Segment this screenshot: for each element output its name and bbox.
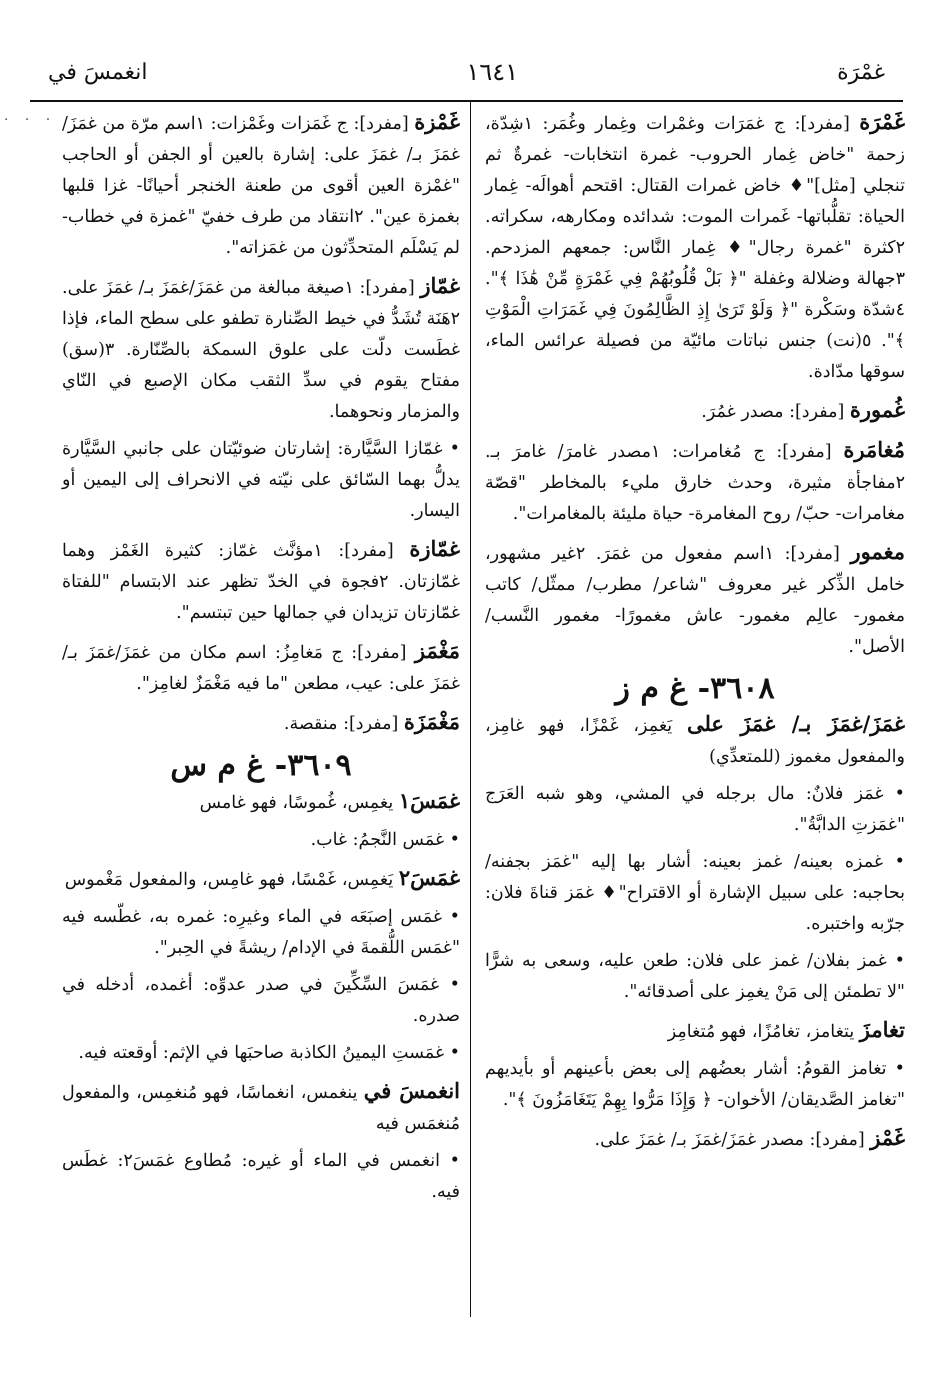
dictionary-entry	[485, 946, 905, 1008]
entry-headword: مغمور	[850, 539, 905, 564]
entry-definition: ينغمس، انغماسًا، فهو مُنغمِس، والمفعول مُنغمَس فيه	[62, 1083, 460, 1134]
dictionary-entry	[62, 785, 460, 819]
dictionary-entry	[62, 902, 460, 964]
right-column	[485, 106, 905, 1162]
entry-definition: [مفرد]: ج مُغامرات: ١مصدر غامرَ/ غامرَ بـ. ٢مفاجأة مثيرة، وحدث خارق مليء بالمخاطر "قصّة مغامرات- حبّ/ روح المغامرة- حياة مليئة بالمغامرات".	[485, 442, 905, 524]
dictionary-entry	[485, 779, 905, 841]
entry-definition: • غمَس النَّجمُ: غاب.	[310, 830, 460, 850]
root-section-heading: ٣٦٠٨- غ م ز	[615, 671, 775, 706]
entry-definition: • انغمس في الماء أو غيره: مُطاوع غمَسَ٢: غطَس فيه.	[62, 1151, 460, 1202]
dictionary-entry	[62, 825, 460, 856]
entry-headword: تغامزَ	[859, 1017, 905, 1042]
entry-definition: [مفرد]: منقصة.	[283, 714, 399, 734]
dictionary-entry	[62, 106, 460, 264]
entry-definition: • غمزه بعينه/ غمز بعينه: أشار بها إليه "غمَز بجفنه/ بحاجبه: على سبيل الإشارة أو الاقتراح"♦ غمَز قناةَ فلان: جرّبه واختبره.	[485, 852, 905, 934]
column-separator	[470, 102, 471, 1317]
dictionary-entry	[62, 270, 460, 428]
dictionary-entry	[485, 708, 905, 773]
running-head-last-word: انغمسَ في	[48, 59, 148, 85]
dictionary-entry	[62, 1038, 460, 1069]
dictionary-entry	[485, 536, 905, 663]
entry-definition: • غمَسَ السِّكِّينَ في صدر عدوِّه: أغمده، أدخله في صدره.	[62, 975, 460, 1026]
left-column	[62, 106, 460, 1214]
dictionary-entry	[62, 1146, 460, 1208]
dictionary-entry	[485, 1014, 905, 1048]
entry-definition: • غمّازا السَّيَّارة: إشارتان ضوئيّتان على جانبي السَّيَّارة يدلُّ بهما السّائق على نيّته في الانحراف إلى اليمين أو اليسار.	[62, 439, 460, 521]
header-rule	[30, 100, 903, 102]
entry-headword: مَغْمَز	[414, 638, 460, 663]
entry-headword: غمَزَ/غمَزَ بـ/ غمَزَ على	[686, 711, 905, 736]
running-head-first-word: غمْرَة	[837, 59, 885, 85]
entry-definition: [مفرد]: ج غمَرَات وغمْرات وغِمار وغُمَر: ١شِدّة، زحمة "خاض غِمار الحروب- غمرة انتخابات- غمرةٌ ثم تنجلي [مثل]"♦ خاض غمرات القتال: اقتحم أهوالَه- غِمار الحياة: تقلُّباتها- غَمرات الموت: شدائده ومكارهه، سكراته. ٢كثرة "غمرة رجال"♦ غِمار النَّاس: جمعهم المزدحم. ٣جهالة وضلالة وغفلة "﴿ بَلْ قُلُوبُهُمْ فِي غَمْرَةٍ مِّنْ هَٰذَا ﴾". ٤شدّة وسَكْرة "﴿ وَلَوْ تَرَىٰ إِذِ الظَّالِمُونَ فِي غَمَرَاتِ الْمَوْتِ ﴾". ٥(نت) جنس نباتات مائيّة من فصيلة عرائس الماء، سوقها مدّادة.	[485, 114, 906, 382]
entry-headword: غمَسَ٢	[398, 865, 460, 890]
entry-definition: • غمَس إصبَعَه في الماء وغيرِه: غمره به، غطّسه فيه "غمَس اللُّقمةَ في الإدام/ ريشةً في الحِبر".	[62, 907, 460, 958]
entry-headword: مُغامَرة	[843, 437, 905, 462]
entry-definition: يغمِس، غُموسًا، فهو غامس	[199, 793, 394, 813]
entry-definition: يتغامز، تغامُزًا، فهو مُتغامِز	[667, 1022, 855, 1042]
entry-definition: [مفرد]: مصدر غمَزَ/غمَزَ بـ/ غمَزَ على.	[594, 1130, 865, 1150]
entry-definition: • غمَستِ اليمينُ الكاذبة صاحبَها في الإثم: أوقعته فيه.	[78, 1043, 460, 1063]
dictionary-entry	[62, 533, 460, 629]
page-number: ١٦٤١	[466, 58, 519, 86]
entry-headword: غَمْزة	[414, 109, 460, 134]
dictionary-entry	[485, 1122, 905, 1156]
dictionary-entry	[485, 394, 905, 428]
entry-definition: [مفرد]: ١اسم مفعول من غمَرَ. ٢غير مشهور، خامل الذِّكر غير معروف "شاعر/ مطرب/ ممثّل/ كاتب مغمور- عالِم مغمور- عاش مغمورًا- مغمور النَّسب/ الأصل".	[485, 544, 905, 657]
entry-definition: يَغمِز، غَمْزًا، فهو غامِز، والمفعول مغموز (للمتعدِّي)	[485, 716, 905, 767]
entry-headword: غمّاز	[420, 273, 460, 298]
dictionary-entry	[485, 106, 905, 388]
entry-headword: مَغْمَزَة	[403, 709, 460, 734]
entry-headword: غَمْرَة	[859, 109, 905, 134]
entry-headword: انغمسَ في	[363, 1078, 460, 1103]
entry-definition: يَغمِس، غَمْسًا، فهو غامِس، والمفعول مَغْموس	[64, 870, 394, 890]
entry-definition: [مفرد]: ج غَمَزات وغَمْزات: ١اسم مرّة من غمَزَ/غمَزَ بـ/ غمَزَ على: إشارة بالعين أو الجفن أو الحاجب "غمْزة العين أقوى من طعنة الخنجر أحيانًا- غزا قلبها بغمزة عين". ٢انتقاد من طرف خفيّ "غمزة في خطاب- لم يَسْلَم المتحدِّثون من غمَزاته".	[62, 114, 460, 258]
entry-headword: غمّازة	[409, 536, 460, 561]
entry-definition: • غمز بفلان/ غمز على فلان: طعن عليه، وسعى به شرًّا "لا تطمئن إلى مَنْ يغمِز على أصدقائه".	[485, 951, 905, 1002]
entry-definition: [مفرد]: ج مَغامِزُ: اسم مكان من غمَزَ/غمَزَ بـ/ غمَزَ على: عيب، مطعن "ما فيه مَغْمَزٌ لغامِز".	[62, 643, 460, 694]
dictionary-entry	[62, 862, 460, 896]
dictionary-entry	[62, 970, 460, 1032]
dictionary-entry	[485, 434, 905, 530]
dictionary-entry	[62, 635, 460, 700]
entry-definition: [مفرد]: مصدر غمُرَ.	[701, 402, 845, 422]
entry-definition: [مفرد]: ١مؤنَّث غمّاز: كثيرة الغَمْز وهما غمّازتان. ٢فجوة في الخدّ تظهر عند الابتسام "للفتاة غمّازتان تزيدان في جمالها حين تبتسم".	[62, 541, 460, 623]
page-header	[48, 52, 885, 92]
dictionary-entry	[485, 1054, 905, 1116]
dictionary-entry	[62, 706, 460, 740]
entry-headword: غَمْز	[870, 1125, 905, 1150]
dictionary-entry	[62, 434, 460, 527]
root-section-heading: ٣٦٠٩- غ م س	[170, 748, 352, 783]
entry-definition: • غمَز فلانٌ: مال برجله في المشي، وهو شبه العَرَج "غمَزتِ الدابَّةُ".	[485, 784, 905, 835]
entry-headword: غمَسَ١	[398, 788, 460, 813]
entry-definition: [مفرد]: ١صيغة مبالغة من غمَزَ/غمَزَ بـ/ غمَزَ على. ٢هَنَة تُشَدُّ في خيط الصِّنارة تطفو على سطح الماء، فإذا غطَست دلّت على علوق السمكة بالصِّنّارة. ٣(سق) مفتاح يقوم في سدِّ الثقب مكان الإصبع في النّاي والمزمار ونحوهما.	[62, 278, 460, 422]
margin-marks: · · ·	[4, 112, 57, 128]
entry-definition: • تغامز القومُ: أشار بعضُهم إلى بعض بأعينهم أو بأيديهم "تغامز الصَّديقان/ الأخوان- ﴿ وَإِذَا مَرُّوا بِهِمْ يَتَغَامَزُونَ ﴾".	[485, 1059, 905, 1110]
dictionary-entry	[485, 847, 905, 940]
dictionary-entry	[62, 1075, 460, 1140]
entry-headword: غُمورة	[849, 397, 905, 422]
